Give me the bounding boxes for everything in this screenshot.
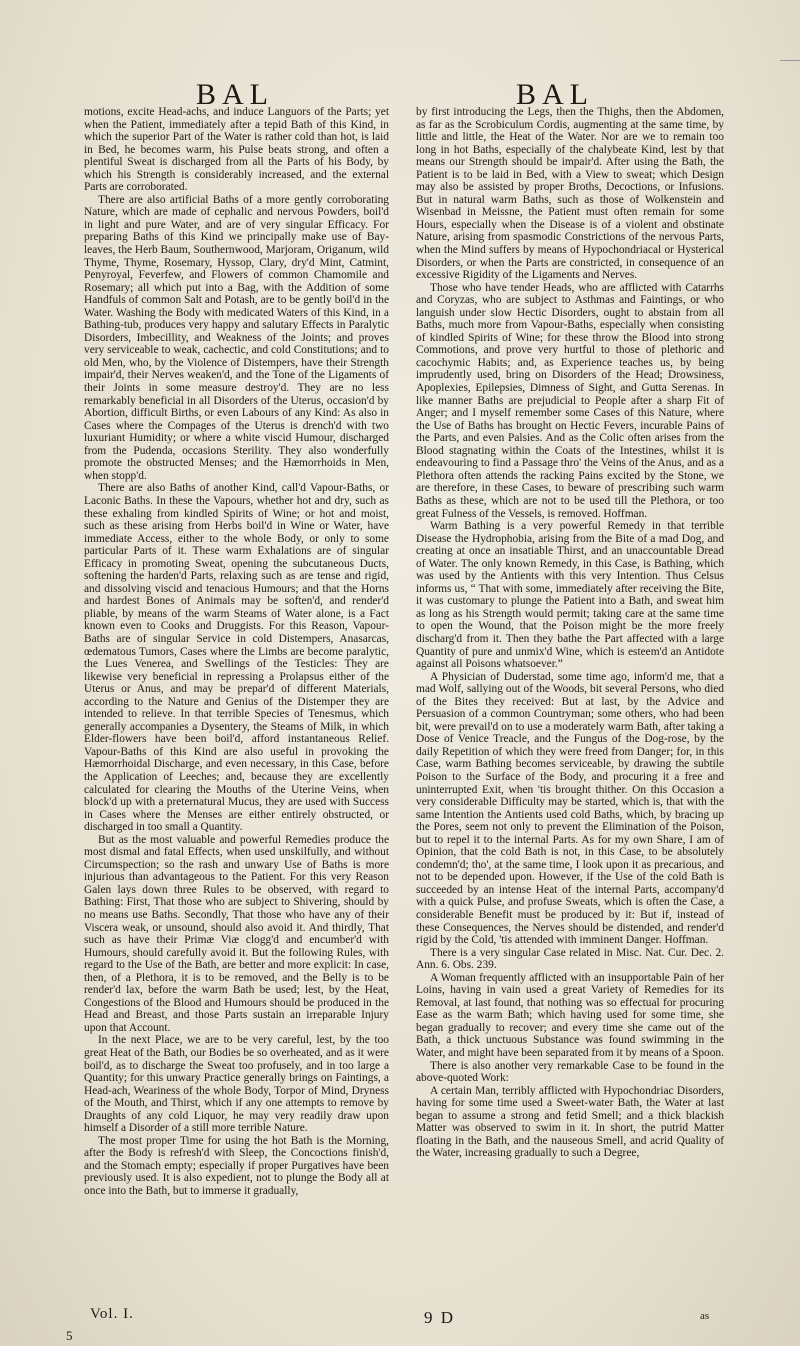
paragraph: Warm Bathing is a very powerful Remedy in that terrible Disease the Hydrophobia, arising from the Bite of a mad Dog, and creating at once an insatiable Thirst, and an unaccountable Dread of Water. The only known Remedy, in this Case, is Bathing, which was used by the Antients with this very Intention. Thus Celsus informs us, “ That with some, immediately after receiving the Bite, it was customary to plunge the Patient into a Bath, and sweat him as long as his Strength would permit; taking care at the same time to open the Wound, that the Poison might be the more freely discharg'd from it. Then they bathe the Part affected with a large Quantity of pure and unmix'd Wine, which is esteem'd an Antidote against all Poisons whatsoever.” — [416, 520, 724, 671]
paragraph: Those who have tender Heads, who are afflicted with Catarrhs and Coryzas, who are subject to Asthmas and Faintings, or who languish under slow Hectic Disorders, ought to abstain from all Baths, much more from Vapour-Baths, especially when consisting of kindled Spirits of Wine; for these throw the Blood into strong Commotions, and prove very hurtful to those of plethoric and cacochymic Habits; and, as Experience teaches us, by being imprudently used, bring on Disorders of the Head; Drowsiness, Apoplexies, Epilepsies, Dimness of Sight, and Gutta Serenas. In like manner Baths are prejudicial to People after a sharp Fit of Anger; and I myself remember some Cases of this Nature, where the Use of Baths has brought on Hectic Fevers, incurable Pains of the Parts, and even Palsies. And as the Colic often arises from the Blood stagnating within the Coats of the Intestines, whilst it is endeavouring to find a Passage thro' the Veins of the Anus, and as a Plethora often attends the racking Pains excited by the Stone, we are therefore, in these Cases, to beware of prescribing such warm Baths as these, which are not to be used till the Plethora, or too great Fulness of the Vessels, is removed. Hoffman. — [416, 281, 724, 520]
paragraph: There are also Baths of another Kind, call'd Vapour-Baths, or Laconic Baths. In these the Vapours, whether hot and dry, such as these exhaling from kindled Spirits of Wine; or hot and moist, such as these arising from Herbs boil'd in Wine or Water, have immediate Access, either to the whole Body, or only to some particular Parts of it. These warm Exhalations are of singular Efficacy in promoting Sweat, opening the subcutaneous Ducts, softening the harden'd Parts, relaxing such as are tense and rigid, and dissolving viscid and tenacious Humours; and that the Horns and hardest Bones of Animals may be soften'd, and render'd pliable, by means of the warm Steams of Water alone, is a Fact known even to Cooks and Druggists. For this Reason, Vapour-Baths are of singular Service in cold Distempers, Anasarcas, œdematous Tumors, Cases where the Limbs are become paralytic, the Lues Venerea, and Swellings of the Testicles: They are likewise very beneficial in repressing a Prolapsus either of the Uterus or Anus, and may be prepar'd of different Materials, according to the Nature and Genius of the Distemper they are intended to relieve. In that terrible Species of Tenesmus, which generally accompanies a Dysentery, the Steams of Milk, in which Elder-flowers have been boil'd, afford instantaneous Relief. Vapour-Baths of this Kind are also useful in provoking the Hæmorrhoidal Discharge, and even necessary, in this Case, before the Application of Leeches; and, because they are excellently calculated for clearing the Mouths of the Uterine Veins, when block'd up with a preternatural Mucus, they are used with Success in Cases where the Menses are either entirely obstructed, or discharged in too small a Quantity. — [84, 482, 389, 834]
catchword: as — [700, 1310, 710, 1322]
paragraph: A Woman frequently afflicted with an insupportable Pain of her Loins, having in vain used a great Variety of Remedies for its Removal, at last found, that nothing was so effectual for procuring Ease as the warm Bath; which having used for some time, she began gradually to recover; and every time she came out of the Bath, a thick unctuous Substance was found swimming in the Water, and might have been separated from it by means of a Spoon. — [416, 971, 724, 1060]
paragraph: The most proper Time for using the hot Bath is the Morning, after the Body is refresh'd with Sleep, the Concoctions finish'd, and the Stomach empty; especially if proper Purgatives have been previously used. It is also expedient, not to plunge the Body all at once into the Bath, but to immerse it gradually, — [84, 1134, 389, 1198]
paragraph: But as the most valuable and powerful Remedies produce the most dismal and fatal Effects, when used unskilfully, and without Circumspection; so the rash and unwary Use of Baths is more injurious than advantageous to the Patient. For this very Reason Galen lays down three Rules to be observed, with regard to Bathing: First, That those who are subject to Shivering, should by no means use Baths. Secondly, That those who have any of their Viscera weak, or unsound, should also avoid it. And thirdly, That such as have their Primæ Viæ clogg'd and encumber'd with Humours, should carefully avoid it. But the following Rules, with regard to the Use of the Bath, are better and more explicit: In case, then, of a Plethora, it is to be removed, and the Belly is to be render'd lax, before the warm Bath be used; lest, by the Heat, Congestions of the Blood and Humours should be produced in the Head and Breast, and those Parts sustain an irreparable Injury upon that Account. — [84, 833, 389, 1034]
margin-mark — [780, 60, 800, 61]
signature-mark: 9 D — [424, 1308, 456, 1327]
page-number: 5 — [66, 1328, 73, 1343]
paragraph: There is a very singular Case related in Misc. Nat. Cur. Dec. 2. Ann. 6. Obs. 239. — [416, 946, 724, 972]
page-footer — [0, 1306, 800, 1336]
header-right: BAL — [516, 78, 594, 111]
paragraph: A certain Man, terribly afflicted with Hypochondriac Disorders, having for some time used a Sweet-water Bath, the Water at last began to assume a strong and fetid Smell; and a thick blackish Matter was observed to swim in it. In short, the putrid Matter floating in the Bath, and the nauseous Smell, and acrid Quality of the Water, increasing gradually to such a Degree, — [416, 1084, 724, 1160]
paragraph: There is also another very remarkable Case to be found in the above-quoted Work: — [416, 1059, 724, 1085]
paragraph: by first introducing the Legs, then the Thighs, then the Abdomen, as far as the Scrobiculum Cordis, augmenting at the same time, by little and little, the Heat of the Water. Nor are we to remain too long in hot Baths, especially of the chalybeate Kind, lest by that means our Strength should be impair'd. After using the Bath, the Patient is to be laid in Bed, with a View to sweat; which Design may also be assisted by proper Broths, Decoctions, or Infusions. But in natural warm Baths, such as those of Wolkenstein and Wisenbad in Meissne, the Patient must often remain for some Hours, especially when the Disease is of a violent and obstinate Nature, arising from spasmodic Constrictions of the nervous Parts, when the Mind suffers by means of Hypochondriacal or Hysterical Disorders, or when the Parts are constricted, in consequence of an excessive Rigidity of the Ligaments and Nerves. — [416, 106, 724, 282]
paragraph: In the next Place, we are to be very careful, lest, by the too great Heat of the Bath, our Bodies be so overheated, and as it were boil'd, as to discharge the Sweat too profusely, and in too large a Quantity; for this unwary Practice generally brings on Faintings, a Head-ach, Weariness of the whole Body, Torpor of Mind, Dryness of the Mouth, and Thirst, which if any one attempts to remove by Draughts of any cold Liquor, he may very readily draw upon himself a Disorder of a still more terrible Nature. — [84, 1034, 389, 1135]
left-column — [84, 106, 389, 1198]
paragraph: A Physician of Duderstad, some time ago, inform'd me, that a mad Wolf, sallying out of the Woods, bit several Persons, who died of the Bites they received: But at last, by the Advice and Persuasion of a common Countryman; some others, who had been bit, were prevail'd on to use a moderately warm Bath, after taking a Dose of Venice Treacle, and the Fungus of the Dog-rose, by the daily Repetition of which they were freed from Danger; for, in this Case, warm Bathing becomes serviceable, by drawing the subtile Poison to the Surface of the Body, and procuring it a free and uninterrupted Exit, when 'tis brought thither. On this Occasion a very considerable Difficulty may be started, which is, that with the same Intention the Antients used cold Baths, which, by bracing up the Pores, seem not only to prevent the Elimination of the Poison, but to repel it to the internal Parts. As for my own Share, I am of Opinion, that the cold Bath is not, in this Case, to be absolutely condemn'd; tho', at the same time, I look upon it as precarious, and not to be depended upon. However, if the Use of the cold Bath is succeeded by an intense Heat of the internal Parts, accompany'd with a quick Pulse, and profuse Sweats, which is often the Case, a considerable Benefit must be produced by it: But if, instead of these Consequences, the Nerves should be distended, and render'd rigid by the Cold, 'tis attended with imminent Danger. Hoffman. — [416, 670, 724, 947]
paragraph: There are also artificial Baths of a more gently corroborating Nature, which are made of cephalic and nervous Powders, boil'd in light and pure Water, and are of very singular Efficacy. For preparing Baths of this Kind we principally make use of Bay-leaves, the Herb Baum, Southernwood, Marjoram, Origanum, wild Thyme, Thyme, Rosemary, Hyssop, Clary, dry'd Mint, Catmint, Penyroyal, Feverfew, and Flowers of common Chamomile and Rosemary; all which put into a Bag, with the Addition of some Handfuls of common Salt and Potash, are to be gently boil'd in the Water. Washing the Body with medicated Waters of this Kind, in a Bathing-tub, produces very happy and salutary Effects in Paralytic Disorders, Imbecillity, and Weakness of the Joints; and proves very serviceable to weak, cachectic, and cold Constitutions; and to old Men, who, by the Violence of Distempers, have their Strength impair'd, their Nerves weaken'd, and the Tone of the Ligaments of their Joints in some measure destroy'd. They are no less remarkably beneficial in all Disorders of the Uterus, occasion'd by Abortion, difficult Births, or even Labours of any Kind: As also in Cases where the Compages of the Uterus is drench'd with two luxuriant Humidity; or where a white viscid Humour, discharged from the Pudenda, occasions Sterility. They also wonderfully promote the obstructed Menses; and the Hæmorrhoids in Men, when stopp'd. — [84, 193, 389, 482]
right-column — [416, 106, 724, 1160]
volume-label: Vol. I. — [90, 1306, 134, 1322]
header-left: BAL — [196, 78, 274, 111]
paragraph: motions, excite Head-achs, and induce Languors of the Parts; yet when the Patient, immediately after a tepid Bath of this Kind, in which the superior Part of the Water is rather cold than hot, is laid in Bed, he becomes warm, his Pulse beats strong, and often a plentiful Sweat is discharged from all the Parts of his Body, by which his Strength is considerably increased, and the external Parts are corroborated. — [84, 106, 389, 194]
